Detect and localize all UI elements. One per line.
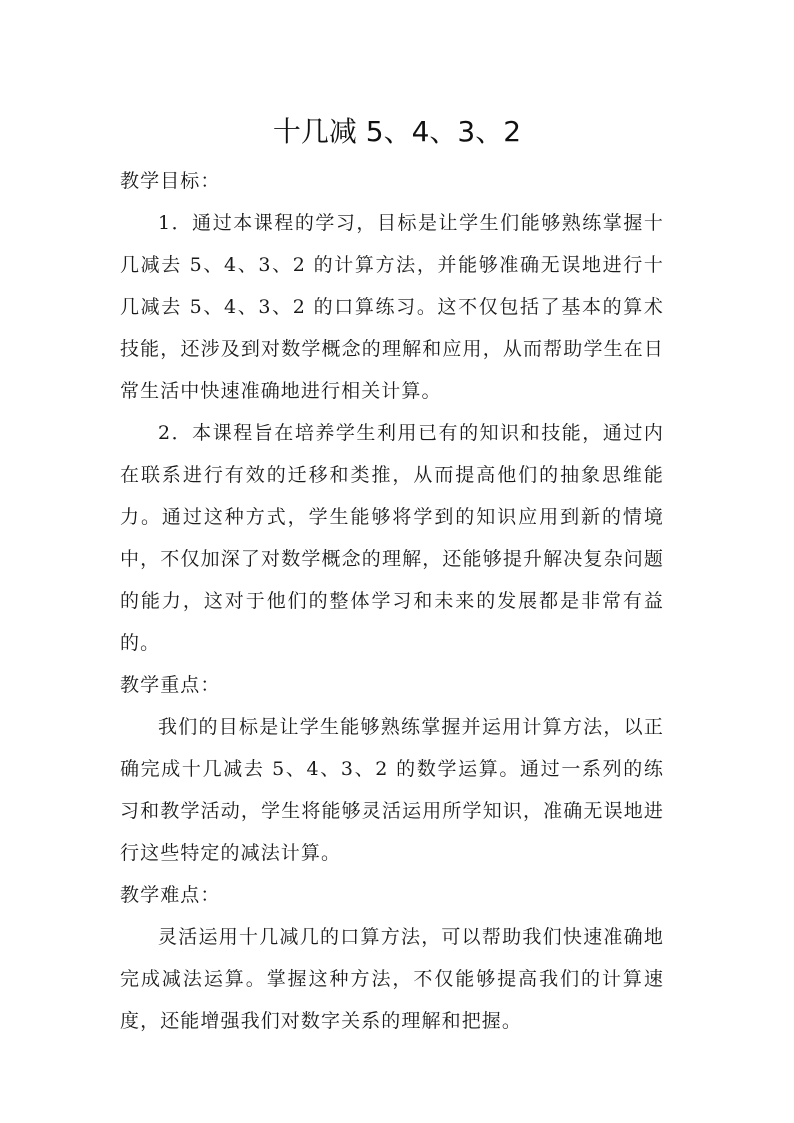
section-label: 教学难点： [120, 884, 221, 906]
section-label: 教学目标： [120, 170, 221, 192]
page-title: 十几减 5、4、3、2 [272, 115, 522, 148]
objective-paragraph-1: 1．通过本课程的学习，目标是让学生们能够熟练掌握十几减去 5、4、3、2 的计算方法，并能够准确无误地进行十几减去 5、4、3、2 的口算练习。这不仅包括了基本的算术技能，还涉及到对数学概念的理解和应用，从而帮助学生在日常生活中快速准确地进行相关计算。 [120, 212, 664, 402]
document-body [120, 160, 664, 1042]
section-teaching-objectives [120, 160, 664, 664]
focus-paragraph: 我们的目标是让学生能够熟练掌握并运用计算方法，以正确完成十几减去 5、4、3、2 的数学运算。通过一系列的练习和教学活动，学生将能够灵活运用所学知识，准确无误地进行这些特定的减法计算。 [120, 716, 664, 864]
difficulty-paragraph: 灵活运用十几减几的口算方法，可以帮助我们快速准确地完成减法运算。掌握这种方法，不仅能够提高我们的计算速度，还能增强我们对数字关系的理解和把握。 [120, 926, 664, 1032]
section-label: 教学重点： [120, 674, 221, 696]
objective-paragraph-2: 2．本课程旨在培养学生利用已有的知识和技能，通过内在联系进行有效的迁移和类推，从而提高他们的抽象思维能力。通过这种方式，学生能够将学到的知识应用到新的情境中，不仅加深了对数学概念的理解，还能够提升解决复杂问题的能力，这对于他们的整体学习和未来的发展都是非常有益的。 [120, 422, 664, 654]
section-teaching-difficulty [120, 874, 664, 1042]
section-teaching-focus [120, 664, 664, 874]
